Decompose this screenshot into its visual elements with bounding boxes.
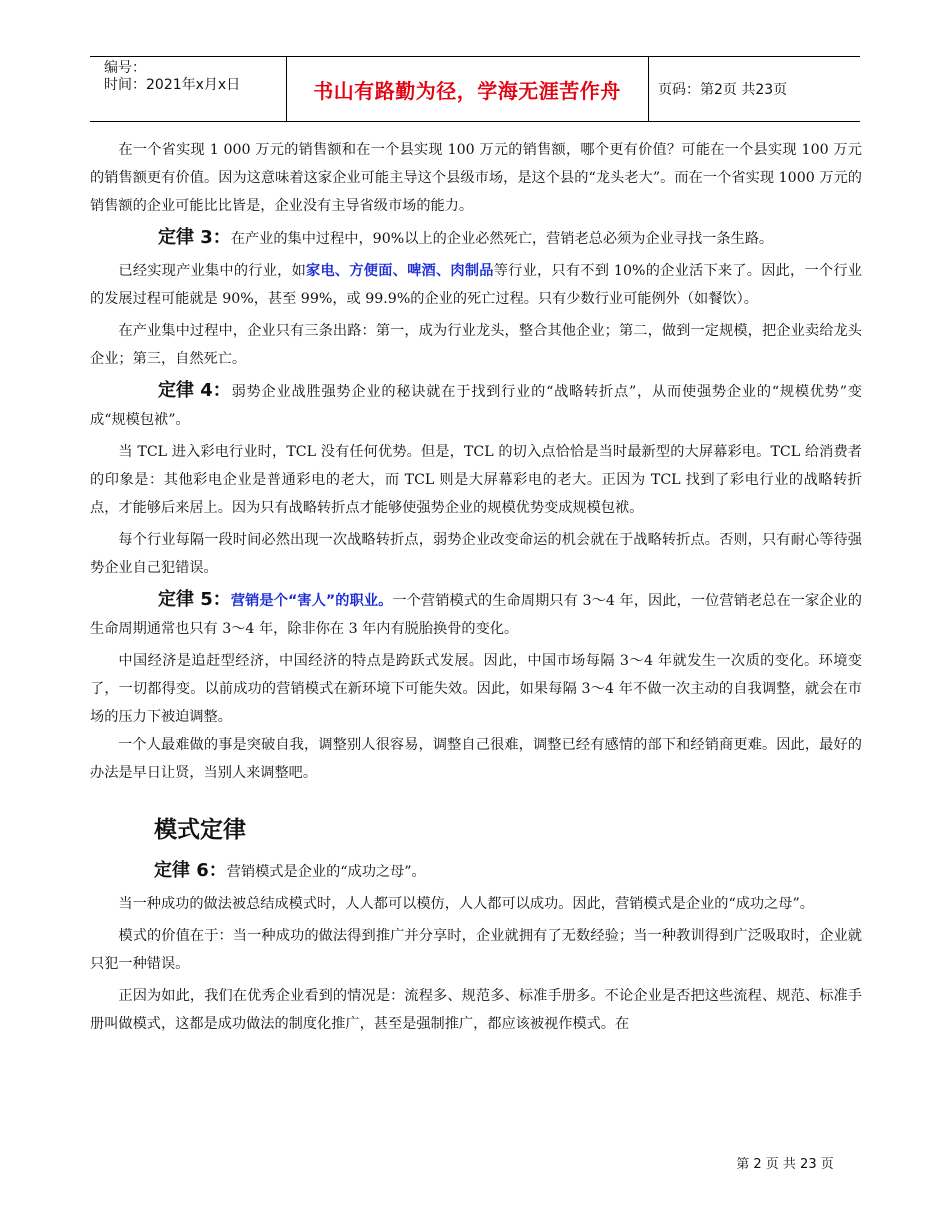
header-motto: 书山有路勤为径，学海无涯苦作舟 <box>313 78 621 103</box>
industry-highlight: 家电、方便面、啤酒、肉制品 <box>306 263 494 279</box>
paragraph-3b: 在产业集中过程中，企业只有三条出路：第一，成为行业龙头，整合其他企业；第二，做到一定规模，把企业卖给龙头企业；第三，自然死亡。 <box>90 323 862 367</box>
header-page-code: 页码：第2页 共23页 <box>658 82 788 98</box>
page-header <box>90 56 860 122</box>
paragraph-3a-end: 等行业，只有不到 10%的企业活下来了。因此，一个行业的发展过程可能就是 90%，甚至 99%，或 99.9%的企业的死亡过程。只有少数行业可能例外（如餐饮）。 <box>90 263 862 307</box>
paragraph-5a: 中国经济是追赶型经济，中国经济的特点是跨跃式发展。因此，中国市场每隔 3～4 年就发生一次质的变化。环境变了，一切都得变。以前成功的营销模式在新环境下可能失效。因此，如果每隔 3～4 年不做一次主动的自我调整，就会在市场的压力下被迫调整。 <box>90 653 862 725</box>
paragraph-5b: 一个人最难做的事是突破自我，调整别人很容易，调整自己很难，调整已经有感情的部下和经销商更难。因此，最好的办法是早日让贤，当别人来调整吧。 <box>90 737 862 781</box>
law-5 <box>90 586 862 643</box>
paragraph-1: 在一个省实现 1 000 万元的销售额和在一个县实现 100 万元的销售额，哪个更有价值？可能在一个县实现 100 万元的销售额更有价值。因为这意味着这家企业可能主导这个县级市场，是这个县的“龙头老大”。而在一个省实现 1000 万元的销售额的企业可能比比皆是，企业没有主导省级市场的能力。 <box>90 142 862 214</box>
paragraph-6c: 正因为如此，我们在优秀企业看到的情况是：流程多、规范多、标准手册多。不论企业是否把这些流程、规范、标准手册叫做模式，这都是成功做法的制度化推广，甚至是强制推广，都应该被视作模式。在 <box>90 988 862 1032</box>
law-3 <box>90 224 862 253</box>
law-6 <box>90 857 862 886</box>
header-divider-right <box>648 56 649 122</box>
serial-label: 编号： <box>104 60 146 76</box>
law-5-text: 一个营销模式的生命周期只有 3～4 年，因此，一位营销老总在一家企业的生命周期通常也只有 3～4 年，除非你在 3 年内有脱胎换骨的变化。 <box>90 593 862 637</box>
paragraph-4b: 每个行业每隔一段时间必然出现一次战略转折点，弱势企业改变命运的机会就在于战略转折点。否则，只有耐心等待强势企业自己犯错误。 <box>90 532 862 576</box>
paragraph-6a: 当一种成功的做法被总结成模式时，人人都可以模仿，人人都可以成功。因此，营销模式是企业的“成功之母”。 <box>118 896 814 912</box>
section-title: 模式定律 <box>154 817 246 843</box>
paragraph-3a <box>90 257 862 313</box>
time-label: 时间：2021年x月x日 <box>104 77 241 93</box>
footer-page-number: 第 2 页 共 23 页 <box>736 1157 834 1172</box>
law-6-text: 营销模式是企业的“成功之母”。 <box>226 864 426 880</box>
law-6-label: 定律 6： <box>154 860 227 881</box>
law-4-label: 定律 4： <box>158 380 231 401</box>
law-5-highlight: 营销是个“害人”的职业。 <box>230 593 393 609</box>
header-meta <box>104 60 240 94</box>
law-3-label: 定律 3： <box>158 227 231 248</box>
page-footer <box>0 1153 950 1172</box>
document-body <box>90 136 862 1038</box>
paragraph-4a: 当 TCL 进入彩电行业时，TCL 没有任何优势。但是，TCL 的切入点恰恰是当时最新型的大屏幕彩电。TCL 给消费者的印象是：其他彩电企业是普通彩电的老大，而 TCL 则是大屏幕彩电的老大。正因为 TCL 找到了彩电行业的战略转折点，才能够后来居上。因为只有战略转折点才能够使强势企业的规模优势变成规模包袱。 <box>90 444 862 516</box>
paragraph-6b: 模式的价值在于：当一种成功的做法得到推广并分享时，企业就拥有了无数经验；当一种教训得到广泛吸取时，企业就只犯一种错误。 <box>90 928 862 972</box>
law-4 <box>90 377 862 434</box>
paragraph-3a-start: 已经实现产业集中的行业，如 <box>118 263 307 279</box>
law-3-text: 在产业的集中过程中，90%以上的企业必然死亡，营销老总必须为企业寻找一条生路。 <box>230 231 774 247</box>
law-5-label: 定律 5： <box>158 589 231 610</box>
law-4-text: 弱势企业战胜强势企业的秘诀就在于找到行业的“战略转折点”，从而使强势企业的“规模优势”变成“规模包袱”。 <box>90 384 862 428</box>
